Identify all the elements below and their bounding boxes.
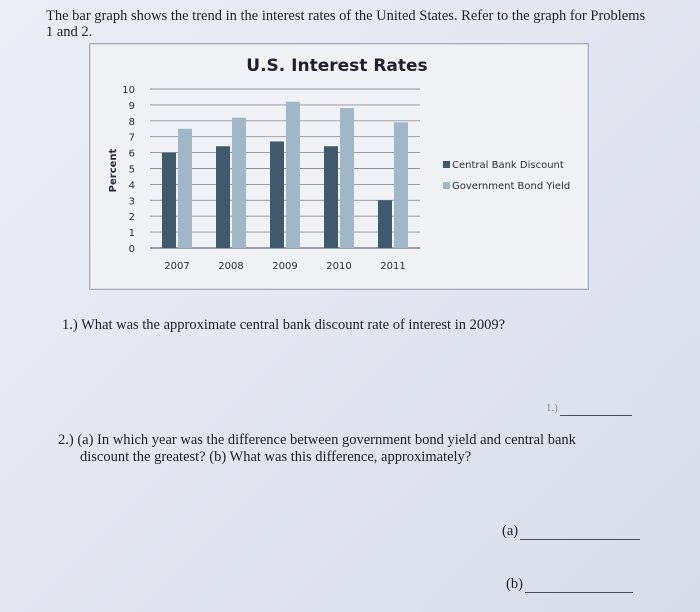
x-tick-label: 2011 [380, 261, 406, 272]
legend-label: Government Bond Yield [452, 181, 571, 192]
answer-2b-label: (b) [506, 576, 523, 592]
answer-2b-line[interactable] [525, 578, 633, 593]
answer-2b-blank [506, 576, 633, 593]
answer-2a-line[interactable] [520, 525, 640, 540]
bar-central-bank [216, 146, 230, 248]
y-axis-label: Percent [108, 148, 119, 193]
question-1: 1.) What was the approximate central bank discount rate of interest in 2009? [62, 317, 506, 333]
answer-1-line[interactable] [560, 403, 632, 416]
x-tick-label: 2010 [326, 261, 352, 272]
y-tick-label: 2 [128, 212, 135, 224]
bar-bond-yield [232, 118, 246, 248]
bar-bond-yield [178, 129, 192, 248]
y-tick-label: 9 [128, 100, 135, 112]
y-tick-label: 7 [128, 132, 135, 144]
answer-2a-blank [502, 523, 640, 540]
y-tick-label: 6 [128, 148, 135, 160]
bar-central-bank [378, 200, 392, 248]
legend-swatch [443, 182, 450, 189]
y-tick-label: 0 [128, 244, 135, 255]
question-2-line1: 2.) (a) In which year was the difference between government bond yield and central bank [58, 432, 576, 448]
bar-chart [89, 43, 589, 290]
y-tick-label: 3 [128, 196, 135, 208]
chart-title: U.S. Interest Rates [246, 56, 428, 76]
y-tick-label: 10 [122, 85, 135, 96]
answer-1-blank [546, 399, 632, 416]
intro-text: The bar graph shows the trend in the interest rates of the United States. Refer to the graph for Problems 1 and 2. [46, 8, 646, 40]
y-tick-label: 8 [128, 116, 135, 128]
y-tick-label: 4 [128, 180, 135, 192]
answer-1-label: 1.) [546, 402, 558, 414]
bar-bond-yield [340, 108, 354, 248]
x-tick-label: 2009 [272, 261, 298, 272]
x-tick-label: 2008 [218, 261, 244, 272]
x-tick-label: 2007 [164, 261, 190, 272]
bar-bond-yield [394, 122, 408, 248]
bar-central-bank [162, 153, 176, 248]
question-2 [58, 432, 658, 466]
bar-central-bank [324, 146, 338, 248]
question-2-line2: discount the greatest? (b) What was this difference, approximately? [80, 449, 472, 465]
y-tick-label: 5 [128, 164, 135, 176]
bar-bond-yield [286, 102, 300, 248]
legend-label: Central Bank Discount [452, 160, 564, 171]
bar-central-bank [270, 141, 284, 248]
y-tick-label: 1 [128, 228, 135, 240]
legend-swatch [443, 161, 450, 168]
chart-canvas [90, 44, 588, 289]
answer-2a-label: (a) [502, 523, 519, 539]
